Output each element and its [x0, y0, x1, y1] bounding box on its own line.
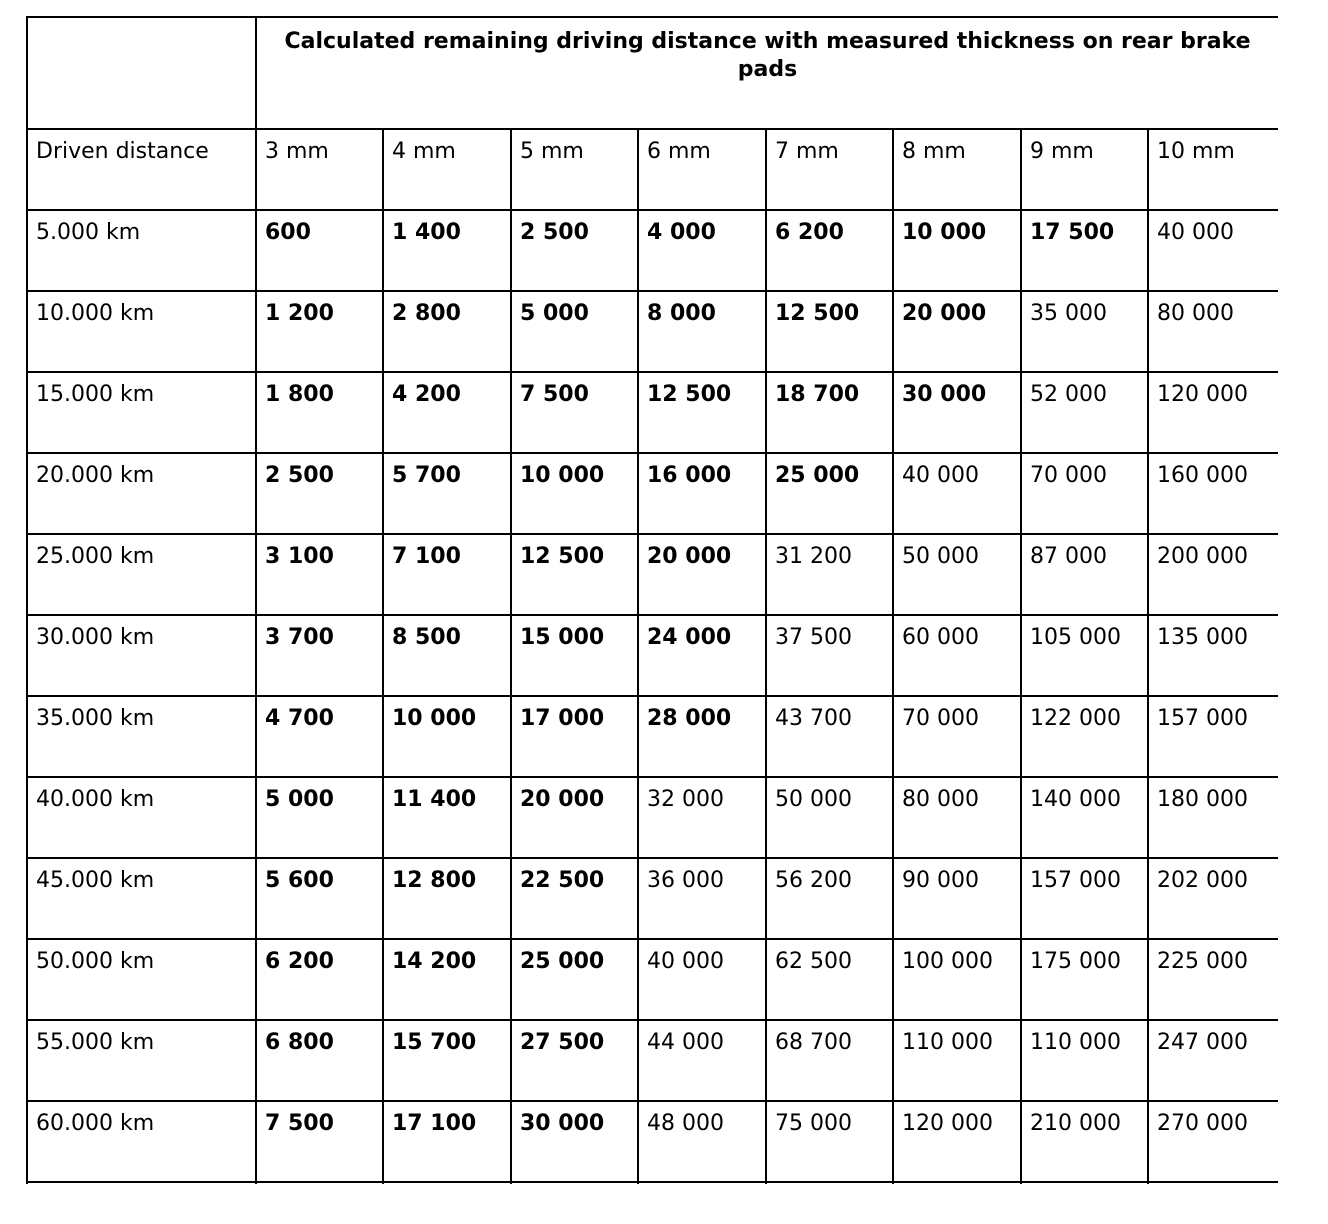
remaining-distance-cell: 105 000: [1021, 615, 1148, 696]
remaining-distance-cell: 27 500: [511, 1020, 638, 1101]
empty-cell: [893, 1182, 1021, 1184]
remaining-distance-cell: 1 800: [256, 372, 383, 453]
remaining-distance-cell: 210 000: [1021, 1101, 1148, 1182]
column-header: 10 mm: [1148, 129, 1278, 210]
column-header: 5 mm: [511, 129, 638, 210]
remaining-distance-cell: 28 000: [638, 696, 766, 777]
column-header-row: [27, 129, 1278, 210]
table-row: [27, 858, 1278, 939]
remaining-distance-cell: 18 700: [766, 372, 893, 453]
remaining-distance-cell: 160 000: [1148, 453, 1278, 534]
driven-distance-cell: 45.000 km: [27, 858, 256, 939]
remaining-distance-cell: 6 200: [766, 210, 893, 291]
remaining-distance-cell: 5 000: [511, 291, 638, 372]
table-row: [27, 615, 1278, 696]
remaining-distance-cell: 36 000: [638, 858, 766, 939]
remaining-distance-cell: 15 000: [511, 615, 638, 696]
remaining-distance-cell: 122 000: [1021, 696, 1148, 777]
remaining-distance-cell: 180 000: [1148, 777, 1278, 858]
column-header: 8 mm: [893, 129, 1021, 210]
remaining-distance-cell: 17 000: [511, 696, 638, 777]
remaining-distance-cell: 6 800: [256, 1020, 383, 1101]
remaining-distance-cell: 157 000: [1148, 696, 1278, 777]
remaining-distance-cell: 20 000: [511, 777, 638, 858]
remaining-distance-cell: 12 800: [383, 858, 511, 939]
remaining-distance-cell: 2 500: [256, 453, 383, 534]
column-header: 7 mm: [766, 129, 893, 210]
driven-distance-cell: 25.000 km: [27, 534, 256, 615]
remaining-distance-cell: 25 000: [766, 453, 893, 534]
remaining-distance-cell: 68 700: [766, 1020, 893, 1101]
remaining-distance-cell: 100 000: [893, 939, 1021, 1020]
empty-cell: [27, 1182, 256, 1184]
empty-cell: [256, 1182, 383, 1184]
table-row: [27, 1020, 1278, 1101]
remaining-distance-cell: 62 500: [766, 939, 893, 1020]
table-row: [27, 696, 1278, 777]
remaining-distance-cell: 10 000: [383, 696, 511, 777]
remaining-distance-cell: 247 000: [1148, 1020, 1278, 1101]
title-row: [27, 17, 1278, 129]
remaining-distance-cell: 7 500: [256, 1101, 383, 1182]
remaining-distance-cell: 17 100: [383, 1101, 511, 1182]
remaining-distance-cell: 1 200: [256, 291, 383, 372]
table-row: [27, 453, 1278, 534]
remaining-distance-cell: 7 100: [383, 534, 511, 615]
remaining-distance-cell: 20 000: [638, 534, 766, 615]
driven-distance-cell: 30.000 km: [27, 615, 256, 696]
remaining-distance-cell: 16 000: [638, 453, 766, 534]
remaining-distance-cell: 20 000: [893, 291, 1021, 372]
remaining-distance-cell: 24 000: [638, 615, 766, 696]
remaining-distance-cell: 8 000: [638, 291, 766, 372]
empty-cell: [511, 1182, 638, 1184]
remaining-distance-cell: 7 500: [511, 372, 638, 453]
remaining-distance-cell: 31 200: [766, 534, 893, 615]
driven-distance-cell: 55.000 km: [27, 1020, 256, 1101]
empty-cell: [1148, 1182, 1278, 1184]
remaining-distance-cell: 5 000: [256, 777, 383, 858]
remaining-distance-cell: 175 000: [1021, 939, 1148, 1020]
remaining-distance-cell: 225 000: [1148, 939, 1278, 1020]
remaining-distance-cell: 32 000: [638, 777, 766, 858]
remaining-distance-cell: 50 000: [766, 777, 893, 858]
table-row: [27, 291, 1278, 372]
remaining-distance-cell: 22 500: [511, 858, 638, 939]
remaining-distance-cell: 5 700: [383, 453, 511, 534]
remaining-distance-cell: 48 000: [638, 1101, 766, 1182]
remaining-distance-cell: 30 000: [893, 372, 1021, 453]
remaining-distance-cell: 52 000: [1021, 372, 1148, 453]
remaining-distance-cell: 270 000: [1148, 1101, 1278, 1182]
brake-pad-distance-table: [26, 16, 1278, 1184]
remaining-distance-cell: 35 000: [1021, 291, 1148, 372]
remaining-distance-cell: 5 600: [256, 858, 383, 939]
driven-distance-cell: 60.000 km: [27, 1101, 256, 1182]
remaining-distance-cell: 2 800: [383, 291, 511, 372]
empty-corner-cell: [27, 17, 256, 129]
driven-distance-cell: 20.000 km: [27, 453, 256, 534]
remaining-distance-cell: 10 000: [511, 453, 638, 534]
remaining-distance-cell: 70 000: [1021, 453, 1148, 534]
row-header-label: Driven distance: [27, 129, 256, 210]
remaining-distance-cell: 120 000: [893, 1101, 1021, 1182]
remaining-distance-cell: 600: [256, 210, 383, 291]
column-header: 6 mm: [638, 129, 766, 210]
remaining-distance-cell: 14 200: [383, 939, 511, 1020]
remaining-distance-cell: 37 500: [766, 615, 893, 696]
column-header: 9 mm: [1021, 129, 1148, 210]
remaining-distance-cell: 140 000: [1021, 777, 1148, 858]
driven-distance-cell: 40.000 km: [27, 777, 256, 858]
remaining-distance-cell: 40 000: [893, 453, 1021, 534]
remaining-distance-cell: 75 000: [766, 1101, 893, 1182]
driven-distance-cell: 35.000 km: [27, 696, 256, 777]
remaining-distance-cell: 6 200: [256, 939, 383, 1020]
remaining-distance-cell: 3 100: [256, 534, 383, 615]
remaining-distance-cell: 135 000: [1148, 615, 1278, 696]
table-title: Calculated remaining driving distance with measured thickness on rear brake pads: [256, 17, 1278, 129]
empty-cell: [1021, 1182, 1148, 1184]
remaining-distance-cell: 4 000: [638, 210, 766, 291]
remaining-distance-cell: 80 000: [1148, 291, 1278, 372]
cut-off-row: [27, 1182, 1278, 1184]
remaining-distance-cell: 200 000: [1148, 534, 1278, 615]
remaining-distance-cell: 30 000: [511, 1101, 638, 1182]
remaining-distance-cell: 43 700: [766, 696, 893, 777]
remaining-distance-cell: 4 200: [383, 372, 511, 453]
empty-cell: [638, 1182, 766, 1184]
remaining-distance-cell: 12 500: [638, 372, 766, 453]
remaining-distance-cell: 80 000: [893, 777, 1021, 858]
driven-distance-cell: 50.000 km: [27, 939, 256, 1020]
remaining-distance-cell: 60 000: [893, 615, 1021, 696]
remaining-distance-cell: 10 000: [893, 210, 1021, 291]
remaining-distance-cell: 3 700: [256, 615, 383, 696]
remaining-distance-cell: 44 000: [638, 1020, 766, 1101]
remaining-distance-cell: 15 700: [383, 1020, 511, 1101]
remaining-distance-cell: 17 500: [1021, 210, 1148, 291]
table-row: [27, 534, 1278, 615]
remaining-distance-cell: 25 000: [511, 939, 638, 1020]
table-row: [27, 372, 1278, 453]
remaining-distance-cell: 4 700: [256, 696, 383, 777]
remaining-distance-cell: 8 500: [383, 615, 511, 696]
table-row: [27, 939, 1278, 1020]
remaining-distance-cell: 12 500: [511, 534, 638, 615]
remaining-distance-cell: 120 000: [1148, 372, 1278, 453]
column-header: 4 mm: [383, 129, 511, 210]
remaining-distance-cell: 12 500: [766, 291, 893, 372]
remaining-distance-cell: 90 000: [893, 858, 1021, 939]
driven-distance-cell: 15.000 km: [27, 372, 256, 453]
remaining-distance-cell: 2 500: [511, 210, 638, 291]
driven-distance-cell: 10.000 km: [27, 291, 256, 372]
remaining-distance-cell: 110 000: [1021, 1020, 1148, 1101]
empty-cell: [766, 1182, 893, 1184]
brake-pad-table-container: [26, 16, 1278, 1184]
table-row: [27, 210, 1278, 291]
remaining-distance-cell: 50 000: [893, 534, 1021, 615]
remaining-distance-cell: 157 000: [1021, 858, 1148, 939]
remaining-distance-cell: 40 000: [1148, 210, 1278, 291]
empty-cell: [383, 1182, 511, 1184]
remaining-distance-cell: 40 000: [638, 939, 766, 1020]
remaining-distance-cell: 87 000: [1021, 534, 1148, 615]
remaining-distance-cell: 70 000: [893, 696, 1021, 777]
remaining-distance-cell: 1 400: [383, 210, 511, 291]
driven-distance-cell: 5.000 km: [27, 210, 256, 291]
table-row: [27, 777, 1278, 858]
table-row: [27, 1101, 1278, 1182]
remaining-distance-cell: 202 000: [1148, 858, 1278, 939]
remaining-distance-cell: 110 000: [893, 1020, 1021, 1101]
remaining-distance-cell: 11 400: [383, 777, 511, 858]
column-header: 3 mm: [256, 129, 383, 210]
remaining-distance-cell: 56 200: [766, 858, 893, 939]
